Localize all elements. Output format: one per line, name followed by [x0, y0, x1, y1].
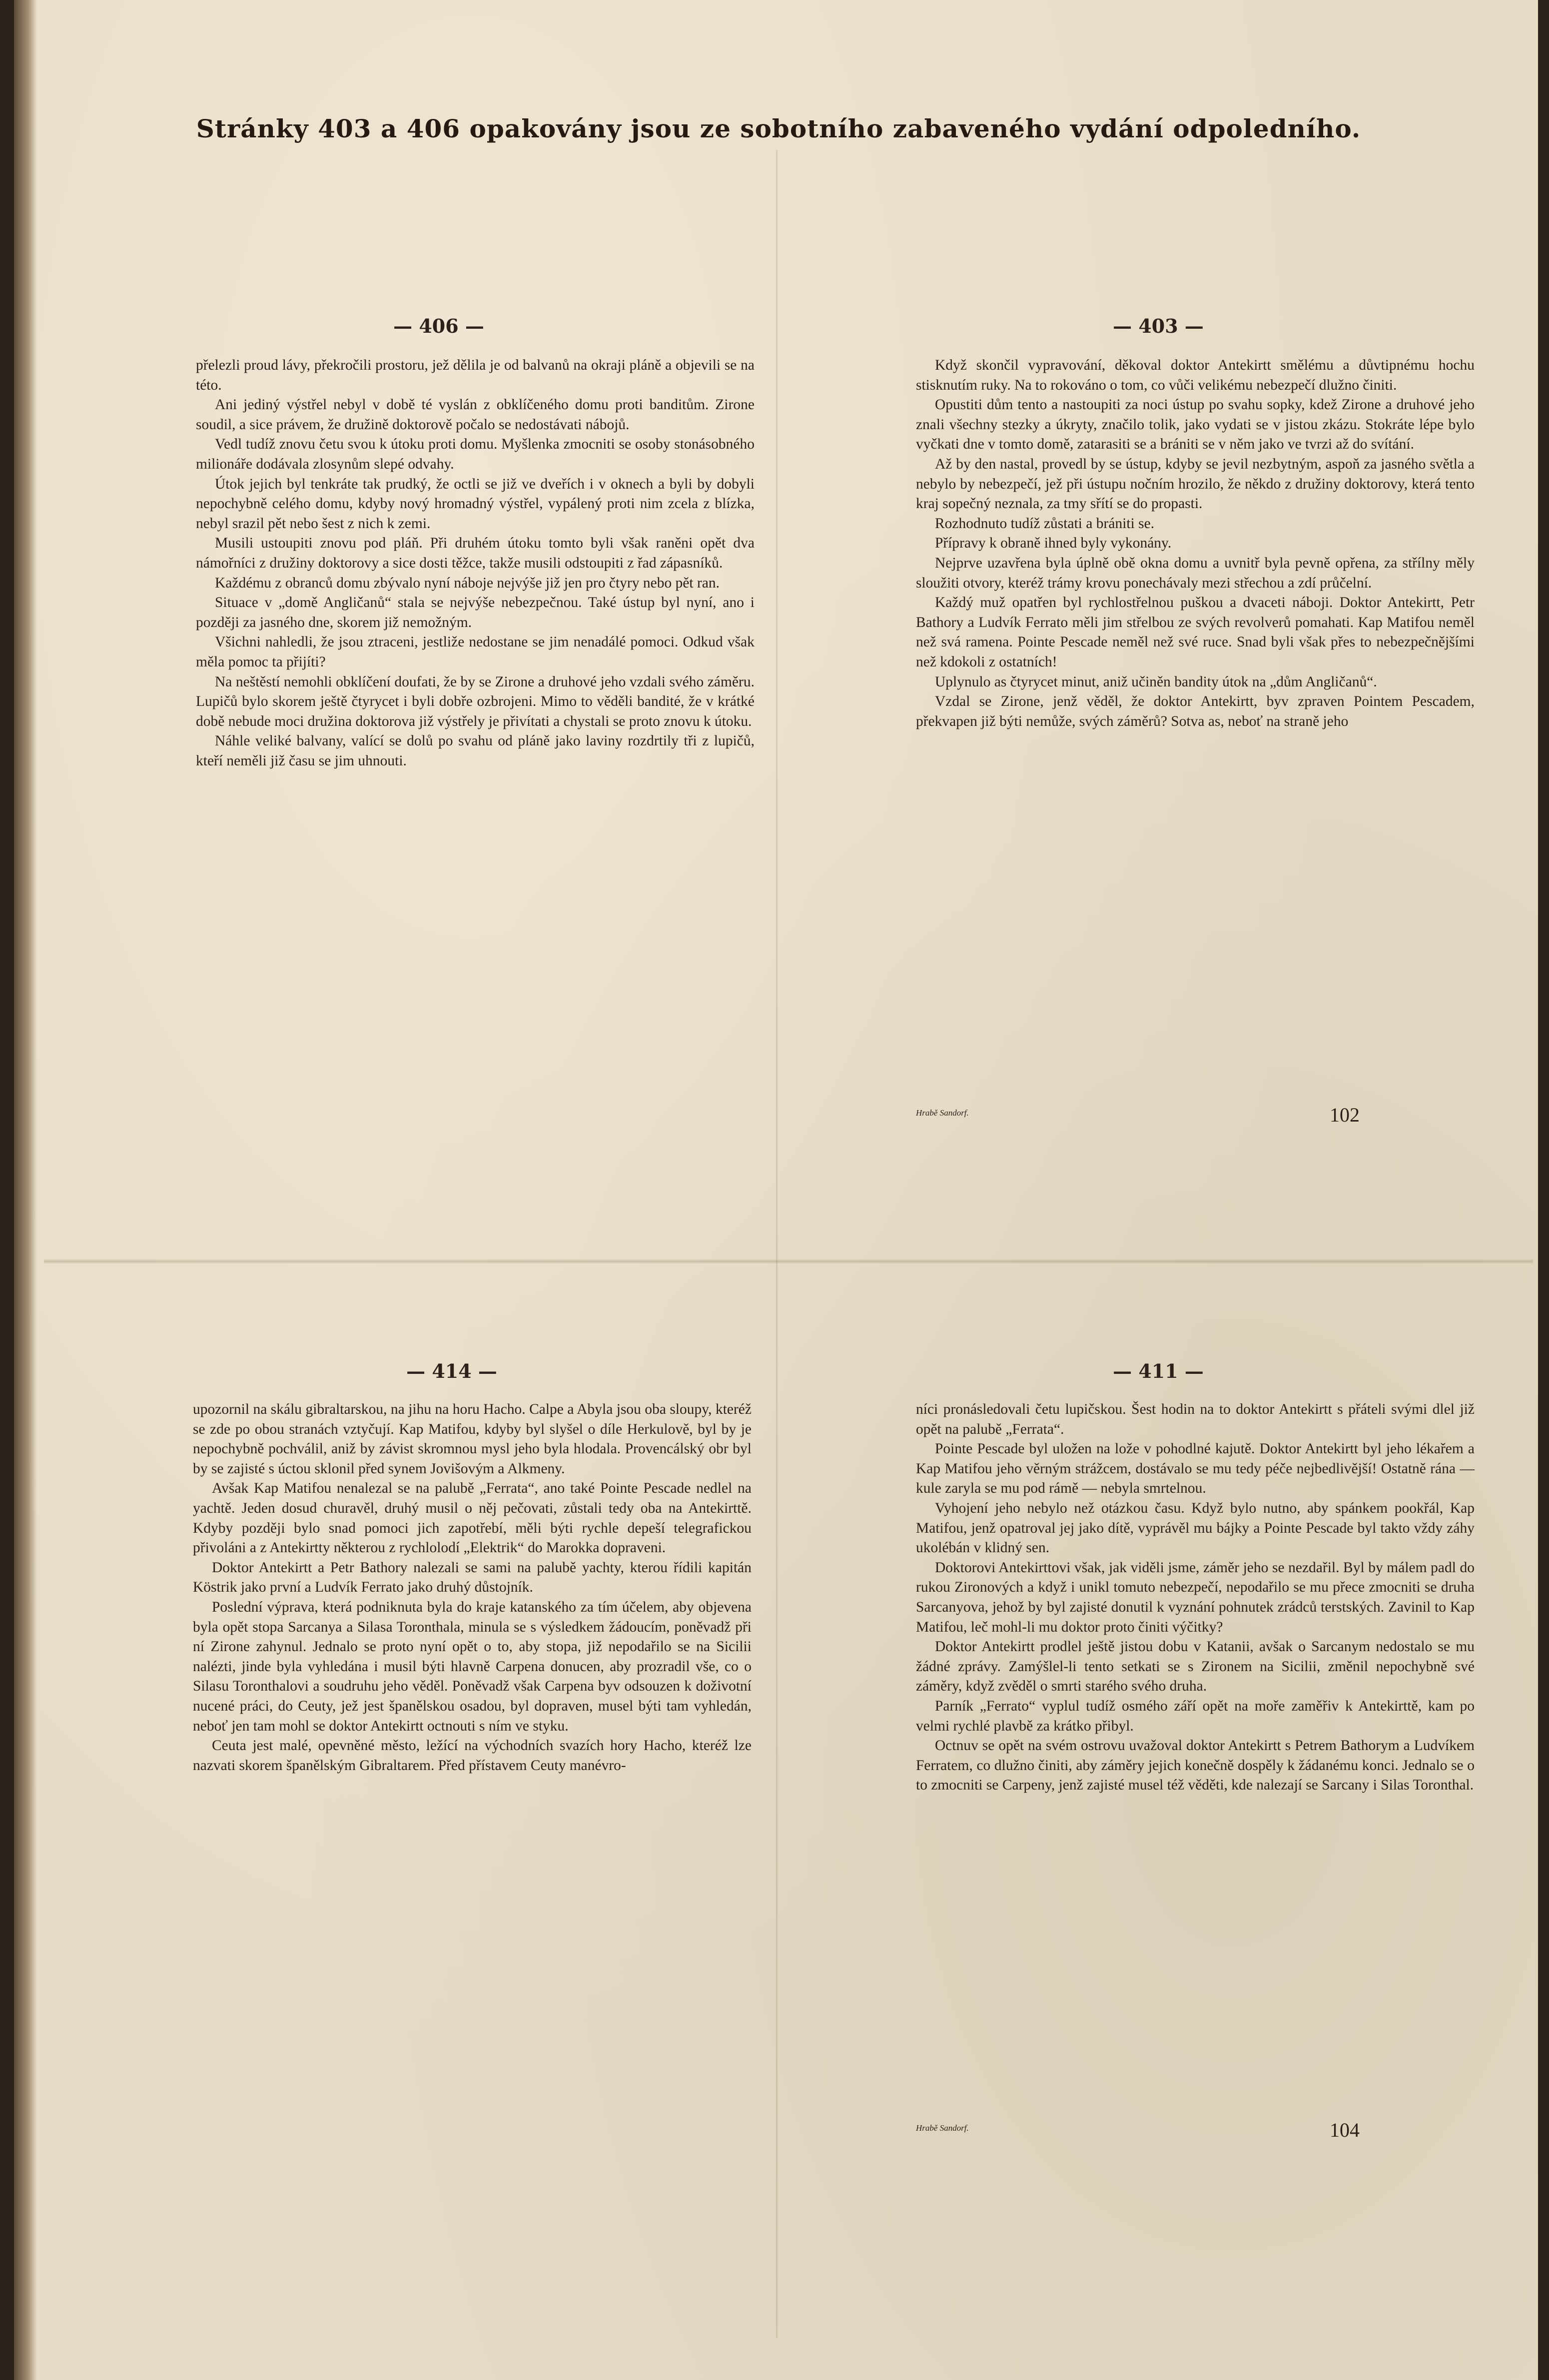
column-414 [193, 1400, 752, 1776]
paragraph: Vedl tudíž znovu četu svou k útoku proti domu. Myšlenka zmocniti se osoby stonásobného milionáře dodávala zlosynům slepé odvahy. [196, 436, 755, 472]
paragraph: Parník „Ferrato“ vyplul tudíž osmého září opět na moře zaměřiv k Antekirttě, kam po velmi rychlé plavbě za krátko přibyl. [916, 1698, 1475, 1734]
paragraph: Ceuta jest malé, opevněné město, ležící na východních svazích hory Hacho, kteréž lze nazvati skorem španělským Gibraltarem. Před přístavem Ceuty manévro- [193, 1738, 752, 1774]
footer-signature: Hrabě Sandorf. [916, 1108, 969, 1118]
banner-notice: Stránky 403 a 406 opakovány jsou ze sobotního zabaveného vydání odpoledního. [196, 114, 1361, 143]
paragraph: Situace v „domě Angličanů“ stala se nejvýše nebezpečnou. Také ústup byl nyní, ano i později za jasného dne, skorem již nemožným. [196, 595, 755, 630]
column-403 [916, 356, 1475, 731]
footer-sheet-number: 102 [1330, 1104, 1360, 1126]
paragraph: Každý muž opatřen byl rychlostřelnou puškou a dvaceti náboji. Doktor Antekirtt, Petr Bathory a Ludvík Ferrato měli jim střelbou ze svých revolverů pomahati. Kap Matifou neměl než svá ramena. Pointe Pescade neměl než své ruce. Snad byli však přes to nebezpečnějšími než kdokoli z ostatních! [916, 595, 1475, 670]
paragraph: Vzdal se Zirone, jenž věděl, že doktor Antekirtt, byv zpraven Pointem Pescadem, překvapen již býti nemůže, svých záměrů? Sotva as, neboť na straně jeho [916, 693, 1475, 729]
paragraph: Opustiti dům tento a nastoupiti za noci ústup po svahu sopky, kdež Zirone a druhové jeho znali všechny stezky a úkryty, značilo tolik, jako vydati se v jistou zkázu. Stokráte lépe bylo vyčkati dne v tomto domě, zatarasiti se a brániti se v něm jako ve tvrzi až do svítání. [916, 397, 1475, 453]
paragraph: Až by den nastal, provedl by se ústup, kdyby se jevil nezbytným, aspoň za jasného světla a nebylo by nebezpečí, jež při ústupu nočním hrozilo, že někdo z družiny doktorovy, která tento kraj sopečný neznala, za tmy sřítí se do propasti. [916, 456, 1475, 512]
paragraph: Každému z obranců domu zbývalo nyní náboje nejvýše již jen pro čtyry nebo pět ran. [215, 575, 720, 591]
newspaper-sheet [14, 0, 1538, 2380]
paragraph: Rozhodnuto tudíž zůstati a brániti se. [935, 515, 1155, 532]
binding-spine [14, 0, 37, 2380]
paragraph: Nejprve uzavřena byla úplně obě okna domu a uvnitř byla pevně opřena, za střílny měly sloužiti otvory, kteréž trámy krovu ponechávaly mezi střechou a zdí průčelní. [916, 555, 1475, 591]
footer-signature: Hrabě Sandorf. [916, 2123, 969, 2133]
paragraph: Vyhojení jeho nebylo než otázkou času. Když bylo nutno, aby spánkem pookřál, Kap Matifou, jenž opatroval jej jako dítě, vyprávěl mu bájky a Pointe Pescade byl takto vždy záhy ukolébán v klidný sen. [916, 1500, 1475, 1556]
paragraph: Přípravy k obraně ihned byly vykonány. [935, 535, 1172, 552]
paragraph: Když skončil vypravování, děkoval doktor Antekirtt smělému a důvtipnému hochu stisknutím ruky. Na to rokováno o tom, co vůči velikému nebezpečí dlužno činiti. [916, 357, 1475, 393]
paragraph: Náhle veliké balvany, valící se dolů po svahu od pláně jako laviny rozdrtily tři z lupičů, kteří neměli již času se jim uhnouti. [196, 733, 755, 769]
paragraph: Poslední výprava, která podniknuta byla do kraje katanského za tím účelem, aby objevena byla opět stopa Sarcanya a Silasa Toronthala, minula se s výsledkem žádoucím, poněvadž při ní Zirone zahynul. Jednalo se proto nyní opět o to, aby stopa, již nepodařilo se na Sicilii nalézti, jinde byla vyhledána i musil býti hlavně Carpena donucen, aby prozradil vše, co o Silasu Toronthalovi a soudruhu jeho věděl. Poněvadž však Carpena byv odsouzen k doživotní nucené práci, do Ceuty, jež jest španělskou osadou, byl dopraven, musel býti tam vyhledán, neboť jen tam mohl se doktor Antekirtt octnouti s ním ve styku. [193, 1599, 752, 1734]
column-406 [196, 356, 755, 771]
paragraph: níci pronásledovali četu lupičskou. Šest hodin na to doktor Antekirtt s přáteli svými dlel již opět na palubě „Ferrata“. [916, 1401, 1475, 1437]
paragraph: Ani jediný výstřel nebyl v době té vyslán z obklíčeného domu proti banditům. Zirone soudil, a sice právem, že družině doktorově počalo se nedostávati nábojů. [196, 397, 755, 433]
page-number-411: — 411 — [1113, 1360, 1204, 1382]
paragraph: Octnuv se opět na svém ostrovu uvažoval doktor Antekirtt s Petrem Bathorym a Ludvíkem Ferratem, co dlužno činiti, aby záměry jejich konečně dospěly k žádanému konci. Jednalo se o to zmocniti se Carpeny, jenž zajisté musel též věděti, kde nalezají se Sarcany i Silas Toronthal. [916, 1738, 1475, 1793]
paragraph: Avšak Kap Matifou nenalezal se na palubě „Ferrata“, ano také Pointe Pescade nedlel na yachtě. Jeden dosud churavěl, druhý musil o něj pečovati, zůstali tedy oba na Antekirttě. Kdyby později bylo snad pomoci jich zapotřebí, měli býti rychle depeší telegrafickou přivoláni a z Antekirtty některou z rychlolodí „Elektrik“ do Marokka dopraveni. [193, 1480, 752, 1556]
footer-sheet-number: 104 [1330, 2119, 1360, 2141]
column-411 [916, 1400, 1475, 1795]
paragraph: Doktorovi Antekirttovi však, jak viděli jsme, záměr jeho se nezdařil. Byl by málem padl do rukou Zironových a když i unikl tomuto nebezpečí, nepodařilo se mu přece zmocniti se druha Sarcanyova, jehož by byl zajisté donutil k vyznání pohnutek zrádců terstských. Zavinil to Kap Matifou, leč mohl-li mu doktor proto činiti výčitky? [916, 1559, 1475, 1635]
paragraph: Musili ustoupiti znovu pod pláň. Při druhém útoku tomto byli však raněni opět dva námořníci z družiny doktorovy a sice dosti těžce, takže musili odstoupiti z řad zápasníků. [196, 535, 755, 571]
paragraph: upozornil na skálu gibraltarskou, na jihu na horu Hacho. Calpe a Abyla jsou oba sloupy, kteréž se zde po obou stranách vztyčují. Kap Matifou, kdyby byl slyšel o díle Herkulově, byl by je nepochybně pochválil, aniž by závist skromnou mysl jeho byla hlodala. Provencálský obr byl by se zajisté s úctou sklonil před synem Jovišovým a Alkmeny. [193, 1401, 752, 1477]
vertical-fold [776, 150, 778, 2338]
page-number-403: — 403 — [1113, 315, 1204, 337]
page-number-414: — 414 — [406, 1360, 497, 1382]
paragraph: Všichni nahledli, že jsou ztraceni, jestliže nedostane se jim nenadálé pomoci. Odkud však měla pomoc ta přijíti? [196, 634, 755, 670]
paragraph: Pointe Pescade byl uložen na lože v pohodlné kajutě. Doktor Antekirtt byl jeho lékařem a Kap Matifou jeho věrným strážcem, dostávalo se mu tedy péče nejbedlivější! Ostatně rána — kule zaryla se mu pod rámě — nebyla smrtelnou. [916, 1441, 1475, 1497]
paragraph: Na neštěstí nemohli obklíčení doufati, že by se Zirone a druhové jeho vzdali svého záměru. Lupičů bylo skorem ještě čtyrycet i byli dobře ozbrojeni. Mimo to věděli bandité, že v krátké době nebude moci družina doktorova již výstřely je přivítati a chystali se proto znovu k útoku. [196, 673, 755, 729]
paragraph: Doktor Antekirtt a Petr Bathory nalezali se sami na palubě yachty, kterou řídili kapitán Köstrik jako první a Ludvík Ferrato jako druhý důstojník. [193, 1559, 752, 1596]
paragraph: přelezli proud lávy, překročili prostoru, jež dělila je od balvanů na okraji pláně a objevili se na této. [196, 357, 755, 393]
paragraph: Doktor Antekirtt prodlel ještě jistou dobu v Katanii, avšak o Sarcanym nedostalo se mu žádné zprávy. Zamýšlel-li tento setkati se s Zironem na Sicilii, změnil nepochybně své záměry, když zvěděl o smrti starého svého druha. [916, 1639, 1475, 1695]
paragraph: Uplynulo as čtyrycet minut, aniž učiněn bandity útok na „dům Angličanů“. [935, 673, 1377, 690]
paragraph: Útok jejich byl tenkráte tak prudký, že octli se již ve dveřích i v oknech a byli by dobyli nepochybně celého domu, kdyby nový hromadný výstřel, vypálený proti nim zcela z blízka, nebyl srazil pět nebo šest z nich k zemi. [196, 476, 755, 532]
horizontal-fold [44, 1259, 1533, 1264]
page-number-406: — 406 — [393, 315, 484, 337]
